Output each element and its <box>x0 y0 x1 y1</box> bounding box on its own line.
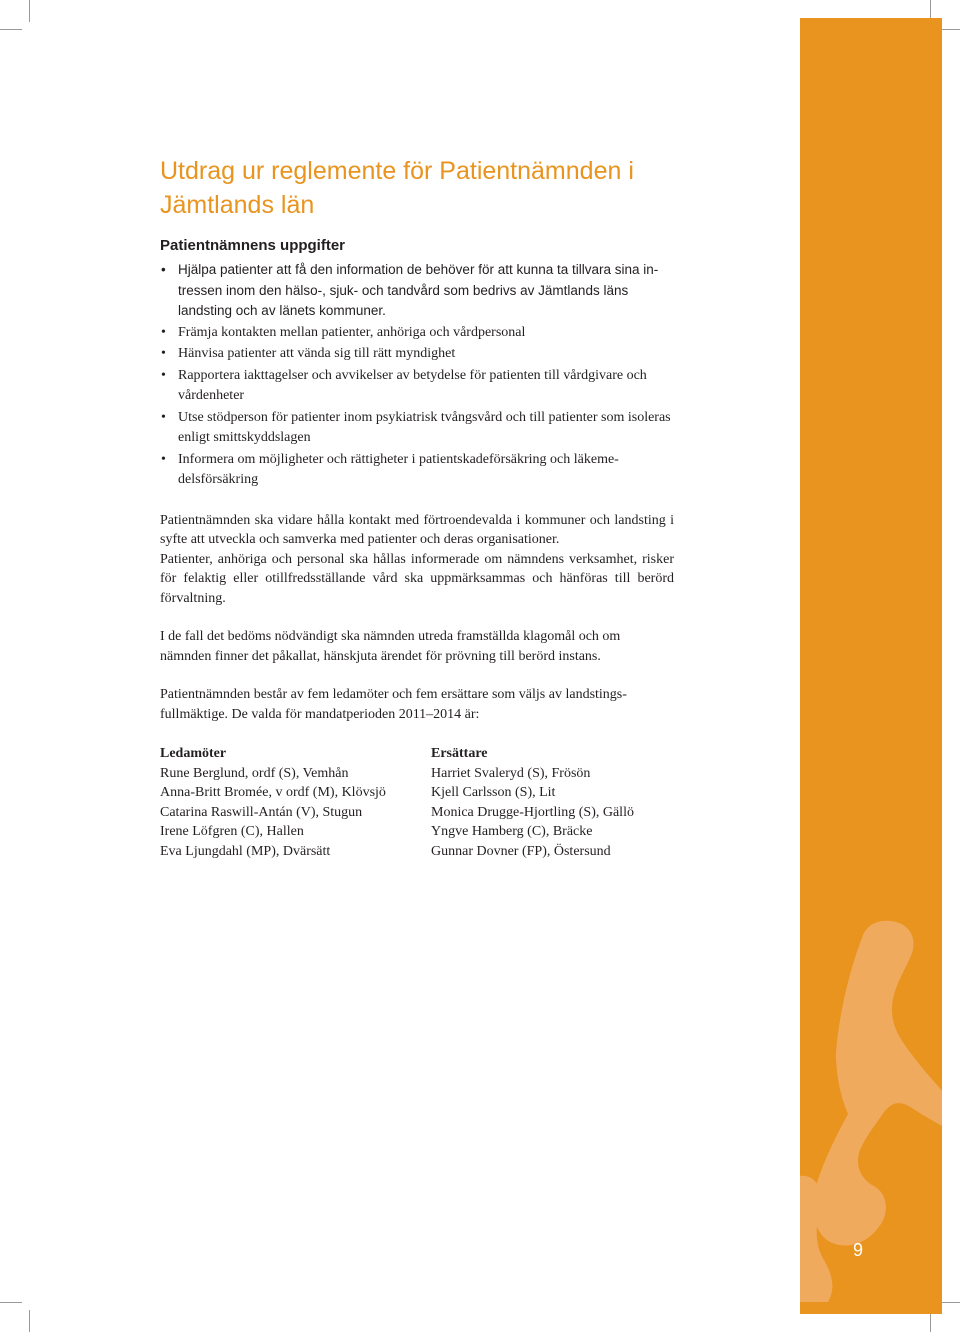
substitute-name: Harriet Svaleryd (S), Frösön <box>431 765 591 781</box>
substitute-name: Kjell Carlsson (S), Lit <box>431 785 556 800</box>
substitute-name: Gunnar Dovner (FP), Östersund <box>431 843 611 859</box>
task-item: • Främja kontakten mellan patienter, anhöriga och vårdpersonal <box>160 323 674 344</box>
page-title: Utdrag ur reglemente för Patientnämnden i Jämtlands län <box>160 157 634 219</box>
task-item: • Hänvisa patienter att vända sig till rätt myndighet <box>160 344 674 365</box>
members-section <box>160 744 674 864</box>
task-item: • Informera om möjligheter och rättigheter i patientskadeförsäkring och läkeme-delsförsäkring <box>160 450 674 491</box>
paragraph: I de fall det bedöms nödvändigt ska nämnden utreda framställda klagomål och om nämnden finner det påkallat, hänskjuta ärendet för prövning till berörd instans. <box>160 629 621 664</box>
main-content <box>160 154 674 864</box>
task-item: • Rapportera iakttagelser och avvikelser av betydelse för patienten till vårdgivare och vårdenheter <box>160 366 674 407</box>
substitute-name: Monica Drugge-Hjortling (S), Gällö <box>431 804 634 820</box>
member-name: Catarina Raswill-Antán (V), Stugun <box>160 804 363 820</box>
crop-mark <box>29 0 30 22</box>
page-number: 9 <box>852 1240 863 1260</box>
member-name: Rune Berglund, ordf (S), Vemhån <box>160 765 349 781</box>
substitutes-heading: Ersättare <box>431 746 488 761</box>
paragraph: Patientnämnden ska vidare hålla kontakt med förtroendevalda i kommuner och landsting i syfte att utveckla och samverka med patienter och deras organisationer. <box>160 512 674 547</box>
spacer <box>160 666 674 685</box>
telephone-handset-icon <box>800 18 942 1314</box>
crop-mark <box>0 1302 22 1303</box>
orange-sidebar <box>800 18 942 1314</box>
task-list <box>160 260 674 491</box>
member-name: Irene Löfgren (C), Hallen <box>160 824 304 839</box>
substitutes-column <box>431 744 681 861</box>
crop-mark <box>0 29 22 30</box>
paragraph: Patientnämnden består av fem ledamöter och fem ersättare som väljs av landstings-fullmäktige. De valda för mandatperioden 2011–2014 är: <box>160 687 627 722</box>
substitute-name: Yngve Hamberg (C), Bräcke <box>431 824 593 839</box>
spacer <box>160 492 674 511</box>
task-item: • Utse stödperson för patienter inom psykiatrisk tvångsvård och till patienter som isoleras enligt smittskyddslagen <box>160 408 674 449</box>
member-name: Anna-Britt Bromée, v ordf (M), Klövsjö <box>160 785 386 800</box>
paragraph: Patienter, anhöriga och personal ska hållas informerade om nämndens verksamhet, risker för felaktig eller otillfredsställande vård ska uppmärksammas och hänföras till berörd förvaltning. <box>160 551 674 606</box>
members-heading: Ledamöter <box>160 746 227 761</box>
task-item: • Hjälpa patienter att få den information de behöver för att kunna ta tillvara sina in-tressen inom den hälso-, sjuk- och tandvård som bedrivs av Jämtlands läns landsting och av länets kommuner. <box>160 260 674 322</box>
section-heading: Patientnämnens uppgifter <box>160 237 346 254</box>
crop-mark <box>29 1310 30 1332</box>
member-name: Eva Ljungdahl (MP), Dvärsätt <box>160 843 331 859</box>
members-column <box>160 744 422 861</box>
spacer <box>160 608 674 627</box>
